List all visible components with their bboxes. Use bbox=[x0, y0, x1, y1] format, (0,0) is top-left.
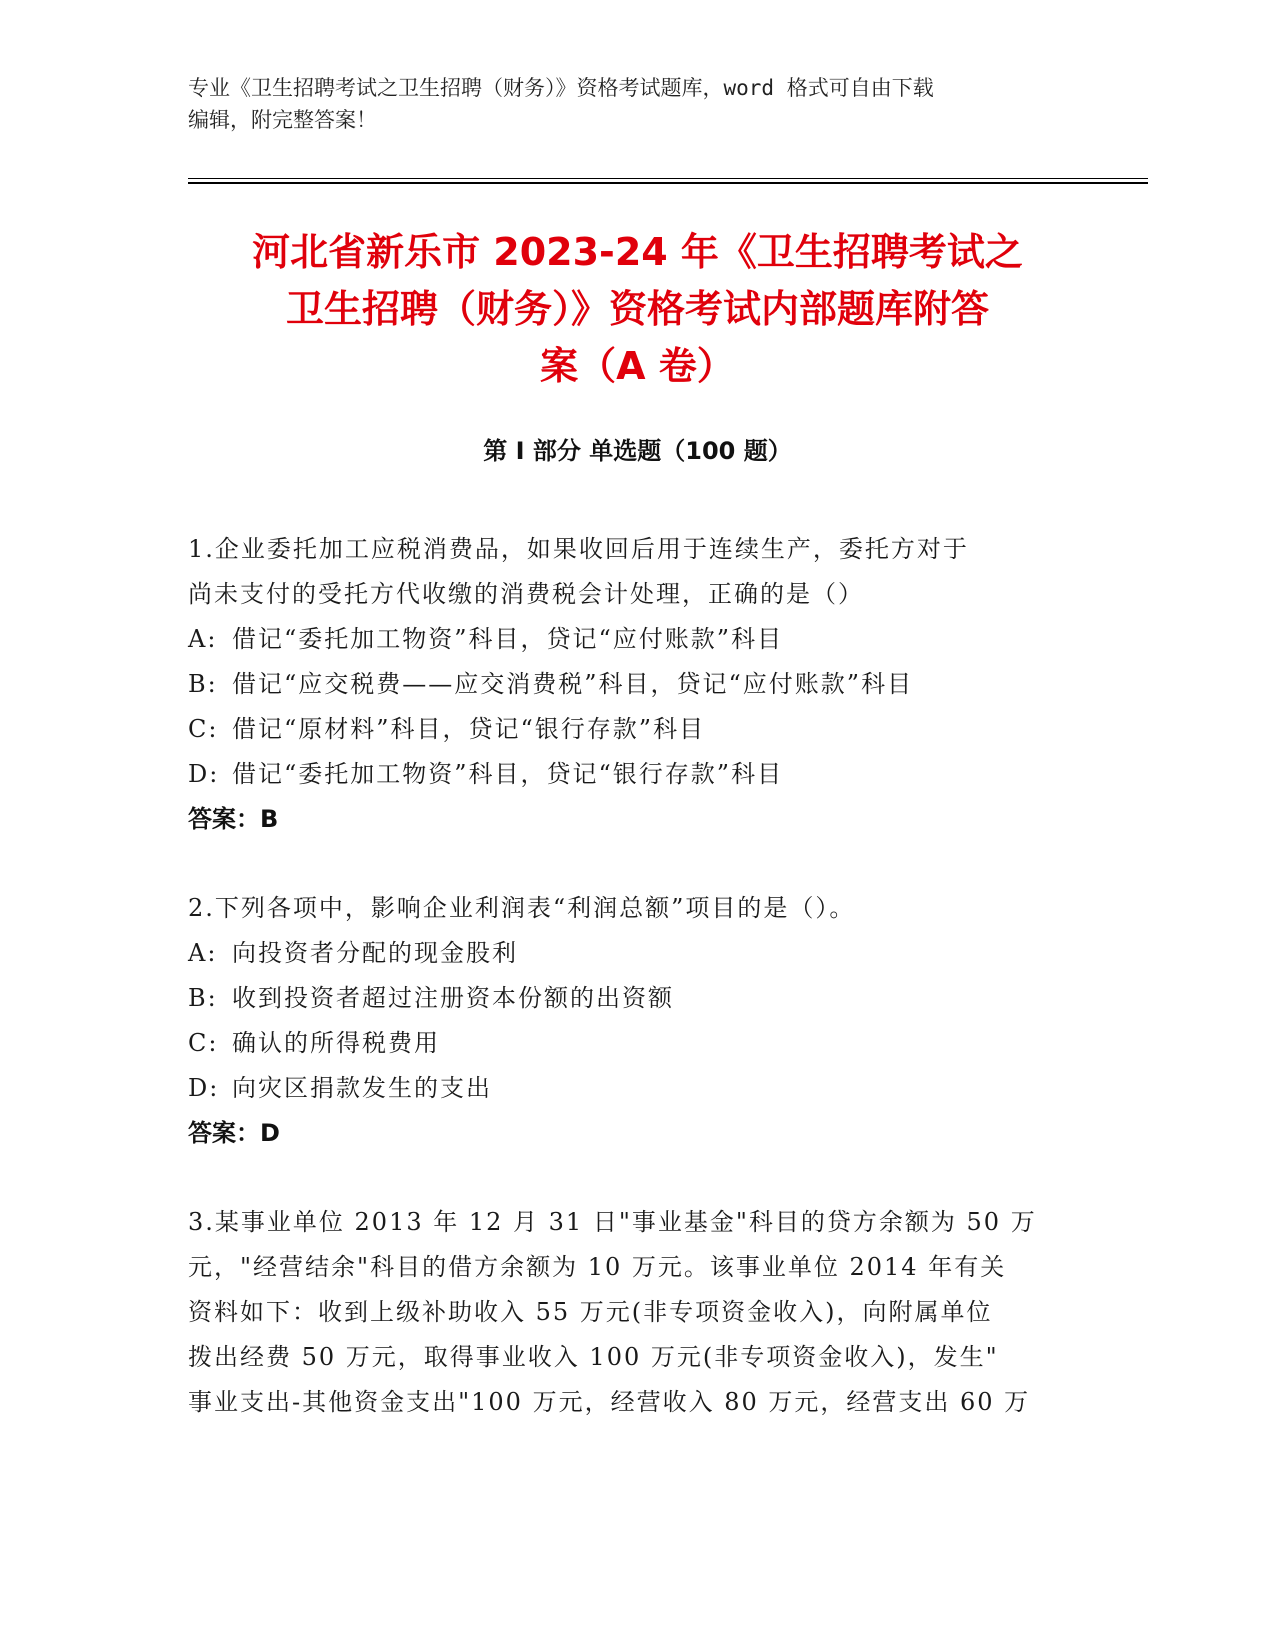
question-3 bbox=[188, 1200, 1078, 1425]
option-b bbox=[188, 662, 1078, 707]
question-list bbox=[188, 527, 1078, 1469]
option-text: 借记“原材料”科目，贷记“银行存款”科目 bbox=[232, 715, 706, 743]
option-text: 收到投资者超过注册资本份额的出资额 bbox=[232, 984, 674, 1012]
option-a bbox=[188, 931, 1078, 976]
answer-label: 答案：D bbox=[188, 1119, 280, 1147]
header-divider-thick bbox=[188, 182, 1148, 184]
title-line-2: 卫生招聘（财务）》资格考试内部题库附答 bbox=[285, 287, 989, 331]
question-stem-line: 事业支出-其他资金支出"100 万元，经营收入 80 万元，经营支出 60 万 bbox=[188, 1388, 1031, 1416]
option-d bbox=[188, 1066, 1078, 1111]
option-key: C: bbox=[188, 715, 219, 743]
option-text: 确认的所得税费用 bbox=[232, 1029, 440, 1057]
header-note bbox=[188, 72, 1088, 136]
option-key: C: bbox=[188, 1029, 219, 1057]
question-stem-line: 资料如下：收到上级补助收入 55 万元(非专项资金收入)，向附属单位 bbox=[188, 1298, 993, 1326]
option-key: B: bbox=[188, 984, 218, 1012]
question-stem-line: 3.某事业单位 2013 年 12 月 31 日"事业基金"科目的贷方余额为 50 万 bbox=[188, 1208, 1037, 1236]
option-key: D: bbox=[188, 1074, 220, 1102]
option-b bbox=[188, 976, 1078, 1021]
option-text: 借记“应交税费——应交消费税”科目，贷记“应付账款”科目 bbox=[232, 670, 914, 698]
option-text: 向灾区捐款发生的支出 bbox=[232, 1074, 492, 1102]
header-note-line-2: 编辑，附完整答案！ bbox=[188, 108, 377, 132]
option-text: 向投资者分配的现金股利 bbox=[232, 939, 518, 967]
option-key: D: bbox=[188, 760, 220, 788]
header-divider-thin bbox=[188, 178, 1148, 179]
question-1 bbox=[188, 527, 1078, 842]
header-note-line-1: 专业《卫生招聘考试之卫生招聘（财务）》资格考试题库，word 格式可自由下载 bbox=[188, 76, 934, 100]
option-key: A: bbox=[188, 939, 218, 967]
question-stem-line: 拨出经费 50 万元，取得事业收入 100 万元(非专项资金收入)，发生" bbox=[188, 1343, 999, 1371]
question-2 bbox=[188, 886, 1078, 1156]
answer-label: 答案：B bbox=[188, 805, 279, 833]
question-stem-line: 尚未支付的受托方代收缴的消费税会计处理，正确的是（） bbox=[188, 580, 864, 608]
title-line-1: 河北省新乐市 2023-24 年《卫生招聘考试之 bbox=[252, 230, 1023, 274]
section-title: 第 I 部分 单选题（100 题） bbox=[483, 437, 792, 465]
option-a bbox=[188, 617, 1078, 662]
question-stem-line: 2.下列各项中，影响企业利润表“利润总额”项目的是（）。 bbox=[188, 894, 856, 922]
question-stem-line: 1.企业委托加工应税消费品，如果收回后用于连续生产，委托方对于 bbox=[188, 535, 969, 563]
document-title bbox=[160, 224, 1115, 395]
title-line-3: 案（A 卷） bbox=[540, 344, 735, 388]
question-stem-line: 元，"经营结余"科目的借方余额为 10 万元。该事业单位 2014 年有关 bbox=[188, 1253, 1007, 1281]
option-c bbox=[188, 1021, 1078, 1066]
option-key: B: bbox=[188, 670, 218, 698]
option-key: A: bbox=[188, 625, 218, 653]
option-c bbox=[188, 707, 1078, 752]
option-text: 借记“委托加工物资”科目，贷记“银行存款”科目 bbox=[232, 760, 784, 788]
option-text: 借记“委托加工物资”科目，贷记“应付账款”科目 bbox=[232, 625, 784, 653]
option-d bbox=[188, 752, 1078, 797]
